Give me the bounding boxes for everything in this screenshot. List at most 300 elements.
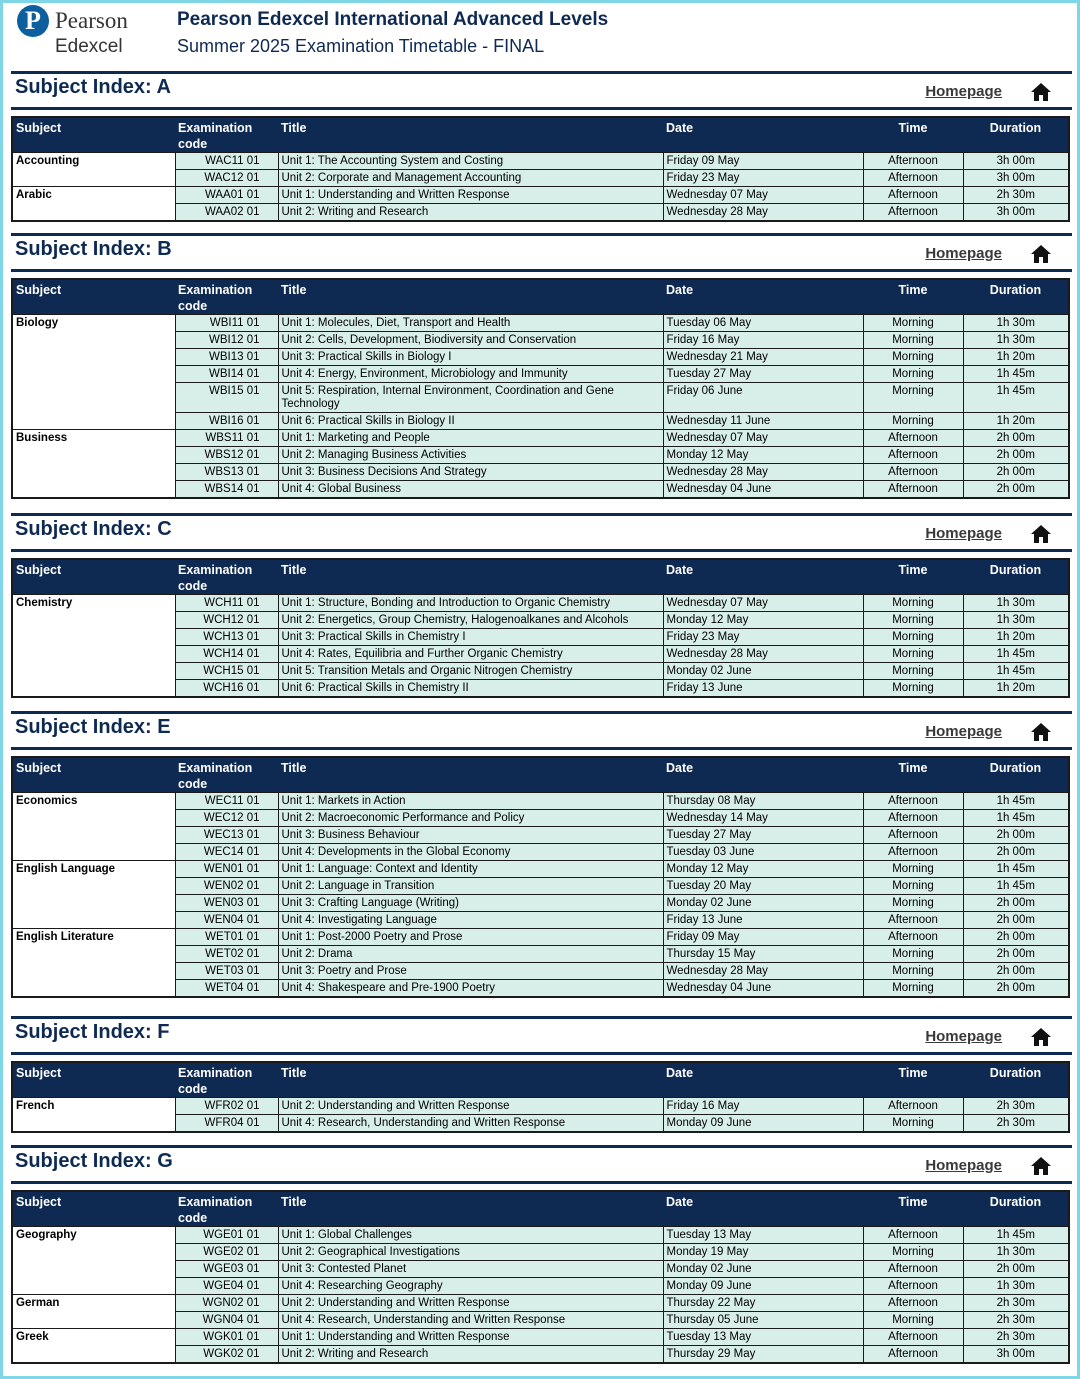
- timetable-table: [11, 756, 1070, 998]
- exam-date-cell: Wednesday 28 May: [663, 646, 863, 663]
- exam-time-cell: Morning: [863, 1312, 963, 1329]
- section-title: Subject Index: A: [15, 76, 171, 98]
- exam-date-cell: Thursday 05 June: [663, 1312, 863, 1329]
- exam-duration-cell: 2h 00m: [963, 481, 1069, 499]
- exam-time-cell: Morning: [863, 1115, 963, 1133]
- table-header-row: [12, 757, 1069, 793]
- exam-duration-cell: 2h 00m: [963, 963, 1069, 980]
- exam-title-cell: Unit 1: Understanding and Written Response: [278, 1329, 663, 1346]
- exam-title-cell: Unit 1: Molecules, Diet, Transport and Health: [278, 315, 663, 332]
- exam-time-cell: Afternoon: [863, 204, 963, 222]
- col-time-header: Time: [863, 1191, 963, 1227]
- table-header-row: [12, 1062, 1069, 1098]
- timetable-table: [11, 116, 1070, 222]
- exam-time-cell: Afternoon: [863, 844, 963, 861]
- exam-date-cell: Tuesday 27 May: [663, 827, 863, 844]
- exam-code-cell: WGE02 01: [175, 1244, 278, 1261]
- exam-time-cell: Afternoon: [863, 1227, 963, 1244]
- exam-date-cell: Wednesday 28 May: [663, 963, 863, 980]
- exam-code-cell: WBI11 01: [175, 315, 278, 332]
- exam-code-cell: WGK01 01: [175, 1329, 278, 1346]
- exam-code-cell: WGK02 01: [175, 1346, 278, 1364]
- exam-date-cell: Monday 12 May: [663, 861, 863, 878]
- exam-title-cell: Unit 3: Practical Skills in Biology I: [278, 349, 663, 366]
- col-code-header: Examination code: [175, 1191, 278, 1227]
- table-row: [12, 929, 1069, 946]
- exam-date-cell: Tuesday 06 May: [663, 315, 863, 332]
- exam-time-cell: Afternoon: [863, 1278, 963, 1295]
- homepage-link[interactable]: Homepage: [925, 525, 1002, 542]
- col-date-header: Date: [663, 757, 863, 793]
- exam-time-cell: Afternoon: [863, 1346, 963, 1364]
- exam-code-cell: WAA02 01: [175, 204, 278, 222]
- exam-title-cell: Unit 6: Practical Skills in Chemistry II: [278, 680, 663, 698]
- table-header-row: [12, 1191, 1069, 1227]
- exam-time-cell: Afternoon: [863, 464, 963, 481]
- exam-code-cell: WEN03 01: [175, 895, 278, 912]
- exam-duration-cell: 2h 00m: [963, 980, 1069, 998]
- exam-date-cell: Friday 23 May: [663, 629, 863, 646]
- pearson-p-icon: P: [17, 5, 49, 37]
- home-icon[interactable]: [1030, 82, 1052, 102]
- exam-date-cell: Monday 02 June: [663, 895, 863, 912]
- exam-date-cell: Monday 02 June: [663, 1261, 863, 1278]
- exam-code-cell: WBI13 01: [175, 349, 278, 366]
- exam-duration-cell: 2h 30m: [963, 1312, 1069, 1329]
- page-header: [3, 3, 1077, 69]
- exam-title-cell: Unit 2: Managing Business Activities: [278, 447, 663, 464]
- exam-time-cell: Afternoon: [863, 481, 963, 499]
- homepage-link[interactable]: Homepage: [925, 1028, 1002, 1045]
- exam-code-cell: WCH13 01: [175, 629, 278, 646]
- exam-title-cell: Unit 5: Transition Metals and Organic Nitrogen Chemistry: [278, 663, 663, 680]
- table-row: [12, 315, 1069, 332]
- exam-duration-cell: 1h 20m: [963, 680, 1069, 698]
- home-icon[interactable]: [1030, 244, 1052, 264]
- table-row: [12, 1098, 1069, 1115]
- exam-duration-cell: 1h 45m: [963, 383, 1069, 413]
- exam-duration-cell: 1h 30m: [963, 1278, 1069, 1295]
- exam-time-cell: Morning: [863, 349, 963, 366]
- col-code-header: Examination code: [175, 559, 278, 595]
- col-title-header: Title: [278, 279, 663, 315]
- exam-duration-cell: 2h 00m: [963, 1261, 1069, 1278]
- exam-code-cell: WCH14 01: [175, 646, 278, 663]
- exam-duration-cell: 3h 00m: [963, 170, 1069, 187]
- exam-date-cell: Wednesday 21 May: [663, 349, 863, 366]
- section-header: [11, 1148, 1072, 1184]
- table-row: [12, 861, 1069, 878]
- exam-code-cell: WBS11 01: [175, 430, 278, 447]
- exam-duration-cell: 3h 00m: [963, 153, 1069, 170]
- exam-time-cell: Morning: [863, 680, 963, 698]
- exam-title-cell: Unit 4: Global Business: [278, 481, 663, 499]
- exam-code-cell: WCH16 01: [175, 680, 278, 698]
- section-header: [11, 1019, 1072, 1055]
- exam-title-cell: Unit 4: Research, Understanding and Written Response: [278, 1312, 663, 1329]
- exam-time-cell: Morning: [863, 332, 963, 349]
- exam-date-cell: Friday 23 May: [663, 170, 863, 187]
- exam-time-cell: Morning: [863, 629, 963, 646]
- exam-title-cell: Unit 2: Writing and Research: [278, 1346, 663, 1364]
- exam-duration-cell: 2h 00m: [963, 946, 1069, 963]
- exam-code-cell: WCH11 01: [175, 595, 278, 612]
- subject-cell: English Language: [12, 861, 175, 929]
- exam-date-cell: Tuesday 27 May: [663, 366, 863, 383]
- col-subject-header: Subject: [12, 1062, 175, 1098]
- exam-title-cell: Unit 4: Investigating Language: [278, 912, 663, 929]
- exam-title-cell: Unit 2: Macroeconomic Performance and Policy: [278, 810, 663, 827]
- exam-code-cell: WBS14 01: [175, 481, 278, 499]
- exam-duration-cell: 1h 45m: [963, 793, 1069, 810]
- col-duration-header: Duration: [963, 559, 1069, 595]
- exam-code-cell: WGE04 01: [175, 1278, 278, 1295]
- exam-date-cell: Monday 09 June: [663, 1278, 863, 1295]
- exam-time-cell: Morning: [863, 878, 963, 895]
- logo-line2: Edexcel: [55, 36, 123, 57]
- exam-code-cell: WEC13 01: [175, 827, 278, 844]
- exam-date-cell: Wednesday 07 May: [663, 187, 863, 204]
- exam-title-cell: Unit 4: Rates, Equilibria and Further Organic Chemistry: [278, 646, 663, 663]
- exam-code-cell: WAA01 01: [175, 187, 278, 204]
- exam-time-cell: Afternoon: [863, 929, 963, 946]
- exam-date-cell: Tuesday 03 June: [663, 844, 863, 861]
- subject-cell: English Literature: [12, 929, 175, 998]
- col-code-header: Examination code: [175, 279, 278, 315]
- col-date-header: Date: [663, 279, 863, 315]
- subject-index-section: [11, 233, 1072, 495]
- document-title: Pearson Edexcel International Advanced Levels: [177, 9, 609, 30]
- col-code-header: Examination code: [175, 117, 278, 153]
- table-row: [12, 793, 1069, 810]
- exam-date-cell: Monday 12 May: [663, 612, 863, 629]
- exam-time-cell: Afternoon: [863, 810, 963, 827]
- exam-duration-cell: 1h 20m: [963, 629, 1069, 646]
- exam-time-cell: Morning: [863, 612, 963, 629]
- home-icon[interactable]: [1030, 524, 1052, 544]
- exam-date-cell: Monday 02 June: [663, 663, 863, 680]
- exam-title-cell: Unit 1: Post-2000 Poetry and Prose: [278, 929, 663, 946]
- exam-date-cell: Monday 19 May: [663, 1244, 863, 1261]
- exam-duration-cell: 1h 45m: [963, 646, 1069, 663]
- exam-date-cell: Thursday 22 May: [663, 1295, 863, 1312]
- col-date-header: Date: [663, 1062, 863, 1098]
- exam-time-cell: Morning: [863, 383, 963, 413]
- exam-duration-cell: 2h 00m: [963, 827, 1069, 844]
- exam-code-cell: WEC11 01: [175, 793, 278, 810]
- exam-code-cell: WET03 01: [175, 963, 278, 980]
- exam-title-cell: Unit 2: Energetics, Group Chemistry, Halogenoalkanes and Alcohols: [278, 612, 663, 629]
- exam-time-cell: Afternoon: [863, 430, 963, 447]
- exam-date-cell: Thursday 15 May: [663, 946, 863, 963]
- home-icon[interactable]: [1030, 722, 1052, 742]
- col-time-header: Time: [863, 1062, 963, 1098]
- exam-date-cell: Monday 09 June: [663, 1115, 863, 1133]
- exam-date-cell: Wednesday 04 June: [663, 481, 863, 499]
- exam-title-cell: Unit 1: The Accounting System and Costing: [278, 153, 663, 170]
- home-icon[interactable]: [1030, 1156, 1052, 1176]
- exam-time-cell: Afternoon: [863, 1329, 963, 1346]
- table-header-row: [12, 279, 1069, 315]
- exam-time-cell: Afternoon: [863, 1295, 963, 1312]
- exam-date-cell: Wednesday 07 May: [663, 595, 863, 612]
- exam-time-cell: Morning: [863, 946, 963, 963]
- subject-cell: Chemistry: [12, 595, 175, 698]
- exam-title-cell: Unit 3: Crafting Language (Writing): [278, 895, 663, 912]
- exam-title-cell: Unit 1: Markets in Action: [278, 793, 663, 810]
- exam-date-cell: Thursday 08 May: [663, 793, 863, 810]
- col-code-header: Examination code: [175, 757, 278, 793]
- exam-date-cell: Wednesday 07 May: [663, 430, 863, 447]
- exam-duration-cell: 3h 00m: [963, 204, 1069, 222]
- table-header-row: [12, 117, 1069, 153]
- exam-title-cell: Unit 3: Business Behaviour: [278, 827, 663, 844]
- subject-cell: Accounting: [12, 153, 175, 187]
- exam-duration-cell: 1h 30m: [963, 1244, 1069, 1261]
- exam-time-cell: Afternoon: [863, 912, 963, 929]
- exam-code-cell: WEN04 01: [175, 912, 278, 929]
- exam-code-cell: WET01 01: [175, 929, 278, 946]
- exam-code-cell: WBI15 01: [175, 383, 278, 413]
- table-row: [12, 1295, 1069, 1312]
- table-row: [12, 430, 1069, 447]
- exam-date-cell: Tuesday 20 May: [663, 878, 863, 895]
- subject-index-section: [11, 1016, 1072, 1129]
- exam-duration-cell: 2h 00m: [963, 447, 1069, 464]
- exam-title-cell: Unit 4: Energy, Environment, Microbiology and Immunity: [278, 366, 663, 383]
- exam-code-cell: WFR02 01: [175, 1098, 278, 1115]
- exam-duration-cell: 2h 00m: [963, 929, 1069, 946]
- exam-time-cell: Morning: [863, 595, 963, 612]
- col-duration-header: Duration: [963, 1191, 1069, 1227]
- exam-time-cell: Afternoon: [863, 827, 963, 844]
- exam-title-cell: Unit 4: Shakespeare and Pre-1900 Poetry: [278, 980, 663, 998]
- table-header-row: [12, 559, 1069, 595]
- exam-title-cell: Unit 3: Contested Planet: [278, 1261, 663, 1278]
- exam-code-cell: WAC12 01: [175, 170, 278, 187]
- homepage-link[interactable]: Homepage: [925, 83, 1002, 100]
- exam-title-cell: Unit 1: Global Challenges: [278, 1227, 663, 1244]
- subject-cell: Geography: [12, 1227, 175, 1295]
- exam-title-cell: Unit 2: Writing and Research: [278, 204, 663, 222]
- homepage-link[interactable]: Homepage: [925, 723, 1002, 740]
- homepage-link[interactable]: Homepage: [925, 245, 1002, 262]
- exam-title-cell: Unit 2: Cells, Development, Biodiversity and Conservation: [278, 332, 663, 349]
- section-title: Subject Index: E: [15, 716, 171, 738]
- exam-date-cell: Friday 09 May: [663, 153, 863, 170]
- exam-code-cell: WET04 01: [175, 980, 278, 998]
- exam-title-cell: Unit 2: Understanding and Written Response: [278, 1295, 663, 1312]
- col-title-header: Title: [278, 757, 663, 793]
- col-code-header: Examination code: [175, 1062, 278, 1098]
- exam-date-cell: Friday 06 June: [663, 383, 863, 413]
- exam-code-cell: WGN04 01: [175, 1312, 278, 1329]
- exam-code-cell: WGN02 01: [175, 1295, 278, 1312]
- exam-date-cell: Friday 16 May: [663, 1098, 863, 1115]
- table-row: [12, 1227, 1069, 1244]
- exam-code-cell: WBI16 01: [175, 413, 278, 430]
- exam-title-cell: Unit 1: Understanding and Written Response: [278, 187, 663, 204]
- exam-duration-cell: 2h 00m: [963, 430, 1069, 447]
- section-title: Subject Index: B: [15, 238, 172, 260]
- logo-line1: Pearson: [55, 8, 128, 33]
- exam-duration-cell: 1h 30m: [963, 612, 1069, 629]
- timetable-table: [11, 1061, 1070, 1133]
- timetable-table: [11, 1190, 1070, 1364]
- subject-cell: Greek: [12, 1329, 175, 1364]
- exam-title-cell: Unit 1: Marketing and People: [278, 430, 663, 447]
- exam-date-cell: Wednesday 11 June: [663, 413, 863, 430]
- exam-duration-cell: 2h 30m: [963, 1295, 1069, 1312]
- exam-duration-cell: 3h 00m: [963, 1346, 1069, 1364]
- exam-time-cell: Morning: [863, 413, 963, 430]
- exam-code-cell: WCH15 01: [175, 663, 278, 680]
- section-title: Subject Index: F: [15, 1021, 170, 1043]
- exam-time-cell: Afternoon: [863, 793, 963, 810]
- exam-time-cell: Morning: [863, 315, 963, 332]
- exam-code-cell: WAC11 01: [175, 153, 278, 170]
- exam-time-cell: Morning: [863, 663, 963, 680]
- exam-time-cell: Afternoon: [863, 1098, 963, 1115]
- subject-cell: Economics: [12, 793, 175, 861]
- exam-duration-cell: 2h 00m: [963, 912, 1069, 929]
- exam-date-cell: Monday 12 May: [663, 447, 863, 464]
- exam-title-cell: Unit 2: Understanding and Written Response: [278, 1098, 663, 1115]
- exam-title-cell: Unit 4: Developments in the Global Economy: [278, 844, 663, 861]
- section-title: Subject Index: C: [15, 518, 172, 540]
- col-time-header: Time: [863, 757, 963, 793]
- timetable-table: [11, 278, 1070, 499]
- exam-date-cell: Thursday 29 May: [663, 1346, 863, 1364]
- exam-title-cell: Unit 1: Language: Context and Identity: [278, 861, 663, 878]
- table-row: [12, 187, 1069, 204]
- exam-duration-cell: 1h 20m: [963, 413, 1069, 430]
- exam-time-cell: Morning: [863, 895, 963, 912]
- exam-duration-cell: 1h 45m: [963, 861, 1069, 878]
- exam-duration-cell: 1h 45m: [963, 1227, 1069, 1244]
- exam-duration-cell: 1h 45m: [963, 810, 1069, 827]
- col-title-header: Title: [278, 559, 663, 595]
- subject-cell: Biology: [12, 315, 175, 430]
- exam-time-cell: Morning: [863, 366, 963, 383]
- exam-title-cell: Unit 4: Researching Geography: [278, 1278, 663, 1295]
- exam-duration-cell: 2h 30m: [963, 1098, 1069, 1115]
- col-time-header: Time: [863, 279, 963, 315]
- exam-code-cell: WET02 01: [175, 946, 278, 963]
- col-time-header: Time: [863, 559, 963, 595]
- exam-code-cell: WEC14 01: [175, 844, 278, 861]
- exam-duration-cell: 1h 30m: [963, 315, 1069, 332]
- table-row: [12, 153, 1069, 170]
- exam-code-cell: WEN01 01: [175, 861, 278, 878]
- col-title-header: Title: [278, 117, 663, 153]
- document-subtitle: Summer 2025 Examination Timetable - FINAL: [177, 36, 545, 56]
- exam-duration-cell: 1h 20m: [963, 349, 1069, 366]
- exam-duration-cell: 2h 00m: [963, 844, 1069, 861]
- exam-time-cell: Morning: [863, 963, 963, 980]
- col-date-header: Date: [663, 117, 863, 153]
- exam-title-cell: Unit 5: Respiration, Internal Environment, Coordination and Gene Technology: [278, 383, 663, 413]
- col-duration-header: Duration: [963, 757, 1069, 793]
- exam-time-cell: Morning: [863, 980, 963, 998]
- exam-date-cell: Wednesday 14 May: [663, 810, 863, 827]
- timetable-table: [11, 558, 1070, 698]
- exam-duration-cell: 1h 30m: [963, 332, 1069, 349]
- col-date-header: Date: [663, 1191, 863, 1227]
- subject-cell: French: [12, 1098, 175, 1133]
- col-title-header: Title: [278, 1191, 663, 1227]
- table-row: [12, 595, 1069, 612]
- col-date-header: Date: [663, 559, 863, 595]
- exam-title-cell: Unit 2: Language in Transition: [278, 878, 663, 895]
- exam-title-cell: Unit 1: Structure, Bonding and Introduction to Organic Chemistry: [278, 595, 663, 612]
- subject-cell: Business: [12, 430, 175, 499]
- exam-date-cell: Tuesday 13 May: [663, 1227, 863, 1244]
- exam-duration-cell: 2h 00m: [963, 895, 1069, 912]
- exam-code-cell: WFR04 01: [175, 1115, 278, 1133]
- exam-code-cell: WGE01 01: [175, 1227, 278, 1244]
- exam-title-cell: Unit 3: Practical Skills in Chemistry I: [278, 629, 663, 646]
- col-subject-header: Subject: [12, 117, 175, 153]
- exam-time-cell: Morning: [863, 646, 963, 663]
- subject-cell: German: [12, 1295, 175, 1329]
- exam-code-cell: WEC12 01: [175, 810, 278, 827]
- exam-time-cell: Morning: [863, 1244, 963, 1261]
- exam-duration-cell: 2h 30m: [963, 1115, 1069, 1133]
- exam-date-cell: Wednesday 28 May: [663, 464, 863, 481]
- col-duration-header: Duration: [963, 1062, 1069, 1098]
- exam-code-cell: WGE03 01: [175, 1261, 278, 1278]
- col-duration-header: Duration: [963, 117, 1069, 153]
- exam-title-cell: Unit 2: Drama: [278, 946, 663, 963]
- exam-time-cell: Afternoon: [863, 447, 963, 464]
- exam-code-cell: WEN02 01: [175, 878, 278, 895]
- exam-date-cell: Wednesday 28 May: [663, 204, 863, 222]
- exam-date-cell: Friday 13 June: [663, 912, 863, 929]
- section-header: [11, 74, 1072, 110]
- exam-duration-cell: 2h 30m: [963, 1329, 1069, 1346]
- exam-duration-cell: 1h 45m: [963, 663, 1069, 680]
- pearson-logo: [17, 5, 147, 61]
- col-subject-header: Subject: [12, 757, 175, 793]
- exam-date-cell: Wednesday 04 June: [663, 980, 863, 998]
- exam-duration-cell: 1h 45m: [963, 366, 1069, 383]
- subject-index-section: [11, 1145, 1072, 1360]
- exam-title-cell: Unit 2: Corporate and Management Accounting: [278, 170, 663, 187]
- exam-title-cell: Unit 4: Research, Understanding and Written Response: [278, 1115, 663, 1133]
- table-row: [12, 1329, 1069, 1346]
- exam-time-cell: Morning: [863, 861, 963, 878]
- exam-duration-cell: 2h 00m: [963, 464, 1069, 481]
- homepage-link[interactable]: Homepage: [925, 1157, 1002, 1174]
- exam-time-cell: Afternoon: [863, 187, 963, 204]
- home-icon[interactable]: [1030, 1027, 1052, 1047]
- exam-duration-cell: 1h 30m: [963, 595, 1069, 612]
- col-duration-header: Duration: [963, 279, 1069, 315]
- exam-code-cell: WBI12 01: [175, 332, 278, 349]
- exam-date-cell: Friday 09 May: [663, 929, 863, 946]
- exam-title-cell: Unit 3: Poetry and Prose: [278, 963, 663, 980]
- exam-title-cell: Unit 3: Business Decisions And Strategy: [278, 464, 663, 481]
- exam-code-cell: WBS12 01: [175, 447, 278, 464]
- subject-index-section: [11, 71, 1072, 218]
- exam-title-cell: Unit 6: Practical Skills in Biology II: [278, 413, 663, 430]
- exam-date-cell: Tuesday 13 May: [663, 1329, 863, 1346]
- exam-duration-cell: 1h 45m: [963, 878, 1069, 895]
- exam-time-cell: Afternoon: [863, 170, 963, 187]
- subject-index-section: [11, 513, 1072, 694]
- exam-title-cell: Unit 2: Geographical Investigations: [278, 1244, 663, 1261]
